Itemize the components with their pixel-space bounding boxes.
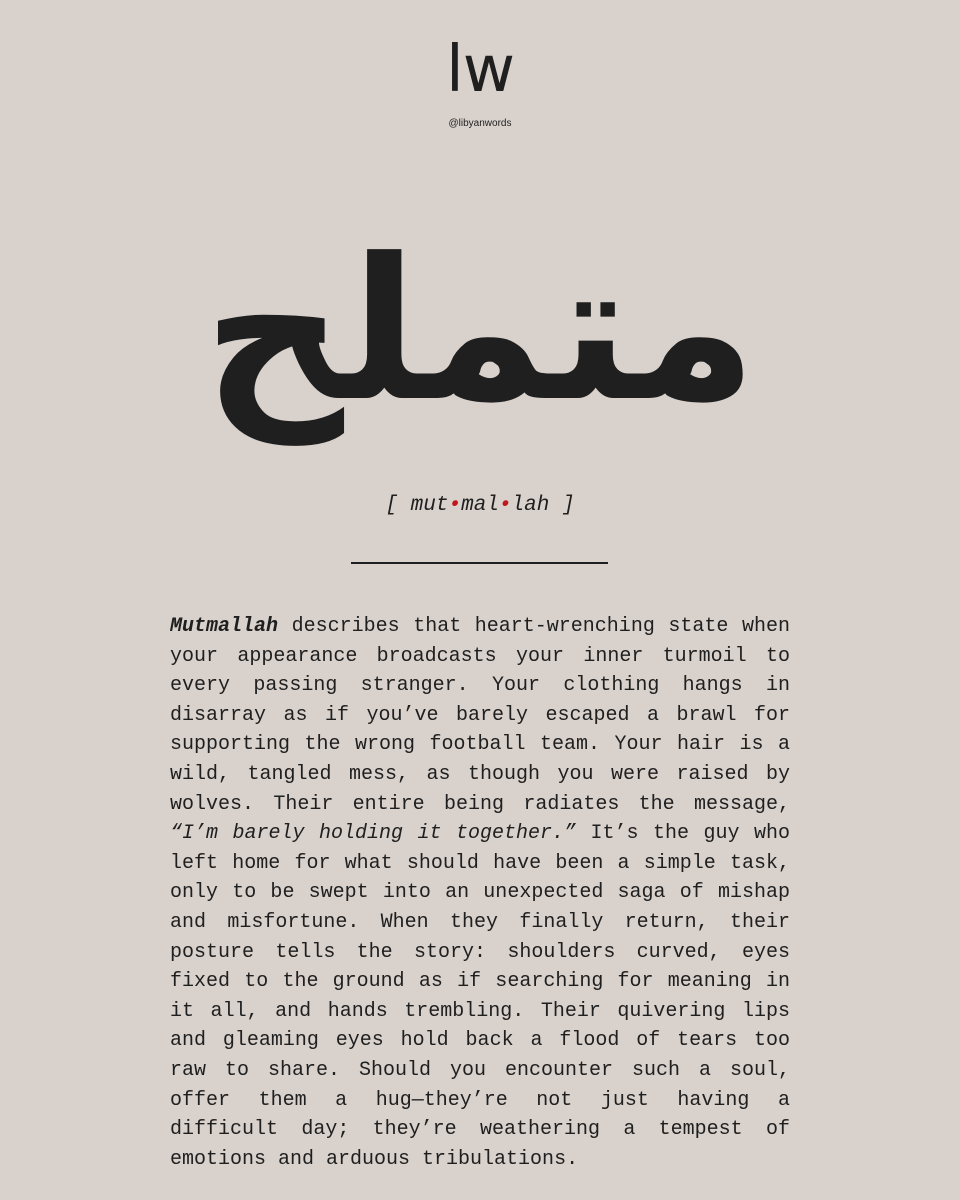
- pronunciation-syllable: mut: [410, 494, 449, 517]
- definition-term: Mutmallah: [170, 615, 279, 638]
- definition-text: It’s the guy who left home for what should have been a simple task, only to be swept into an unexpected saga of mishap and misfortune. When they finally return, their posture tells the story: shoulders curved, eyes fixed to the ground as if searching for meaning in it all, and hands trembling. Their quivering lips and gleaming eyes hold back a flood of tears too raw to share. Should you encounter such a soul, offer them a hug—they’re not just having a difficult day; they’re weathering a tempest of emotions and arduous tribulations.: [170, 822, 790, 1171]
- arabic-word: متملح: [202, 217, 758, 445]
- section-divider: [351, 562, 608, 564]
- syllable-separator: •: [498, 494, 512, 517]
- pronunciation-open-bracket: [: [385, 494, 399, 517]
- definition-quote: “I’m barely holding it together.”: [170, 822, 577, 846]
- syllable-separator: •: [448, 494, 462, 517]
- pronunciation-syllable: lah: [511, 494, 550, 517]
- definition-paragraph: [170, 612, 790, 1174]
- definition-text: describes that heart-wrenching state when your appearance broadcasts your inner turmoil to every passing stranger. Your clothing hangs in disarray as if you’ve barely escaped a brawl for supporting the wrong football team. Your hair is a wild, tangled mess, as though you were raised by wolves. Their entire being radiates the message,: [170, 615, 790, 816]
- pronunciation-syllable: mal: [461, 494, 499, 517]
- brand-handle: @libyanwords: [448, 118, 512, 129]
- pronunciation: [0, 492, 960, 520]
- brand-logo: lw: [445, 33, 515, 107]
- pronunciation-close-bracket: ]: [561, 494, 575, 517]
